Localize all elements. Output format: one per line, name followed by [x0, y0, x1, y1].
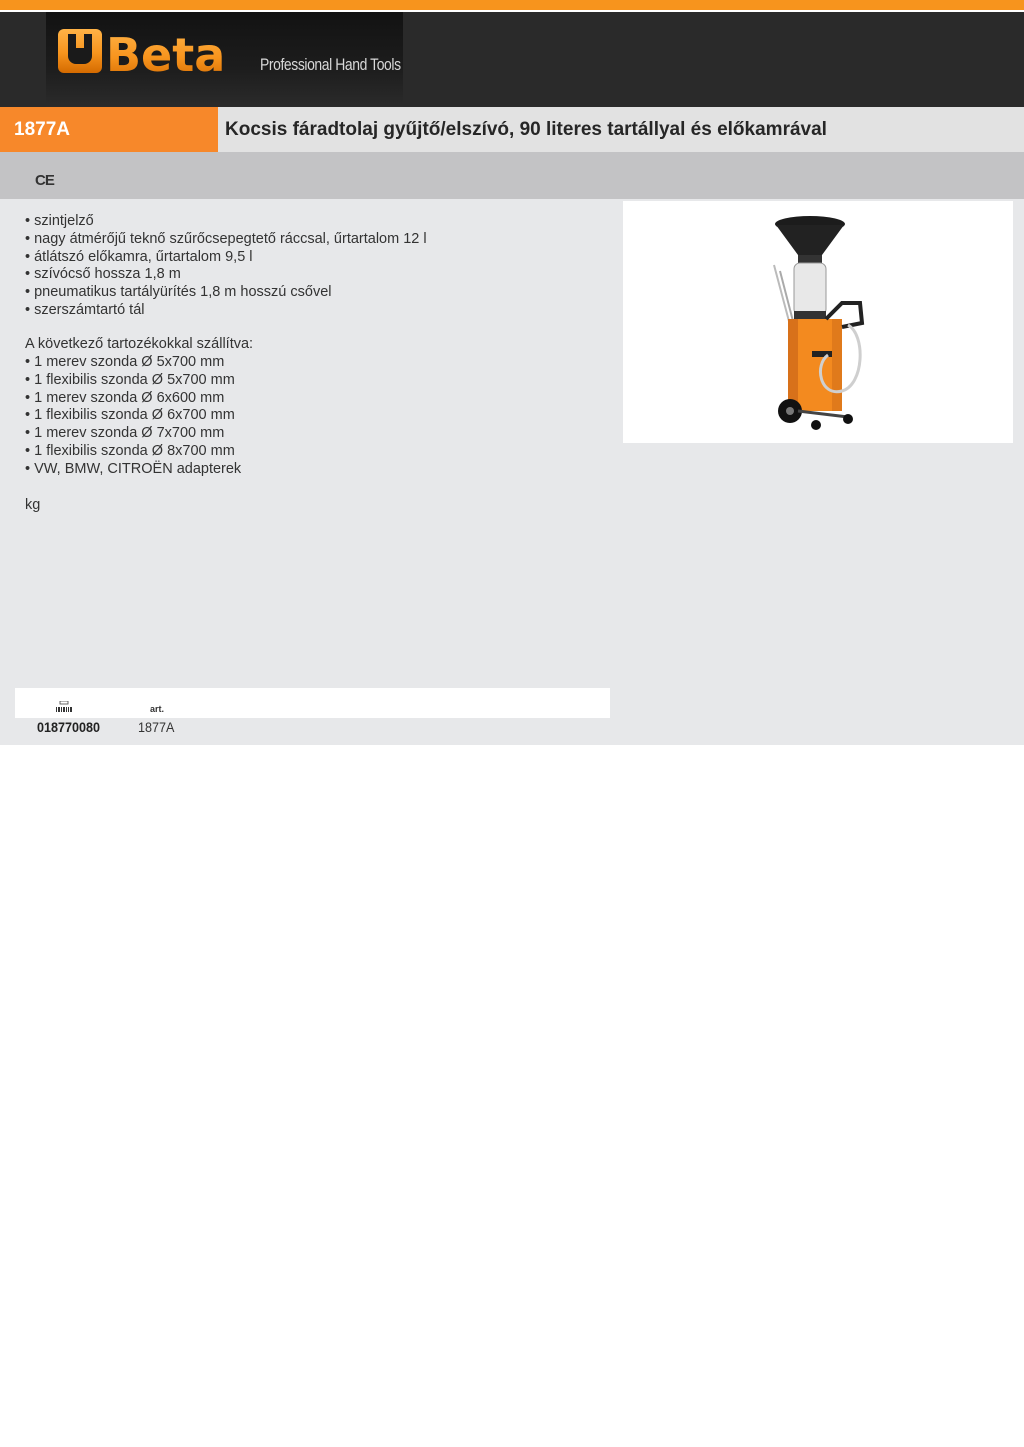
brand-tagline: Professional Hand Tools [260, 55, 401, 74]
beta-logo [56, 24, 246, 80]
list-item: • szívócső hossza 1,8 m [25, 266, 181, 283]
list-item: • nagy átmérőjű teknő szűrőcsepegtető ráccsal, űrtartalom 12 l [25, 230, 427, 247]
product-photo-panel [623, 201, 1013, 443]
list-item: • átlátszó előkamra, űrtartalom 9,5 l [25, 248, 253, 265]
list-item: • 1 merev szonda Ø 6x600 mm [25, 389, 225, 406]
list-item: • 1 flexibilis szonda Ø 6x700 mm [25, 407, 235, 424]
svg-text:Beta: Beta [106, 28, 226, 80]
top-accent-stripe [0, 0, 1024, 12]
product-code-tab: 1877A [0, 107, 218, 152]
page-header [0, 12, 1024, 107]
oil-drainer-image [768, 215, 878, 431]
accessory-list [25, 354, 241, 479]
article-number-cell: 1877A [138, 719, 175, 735]
product-title: Kocsis fáradtolaj gyűjtő/elszívó, 90 literes tartállyal és előkamrával [225, 119, 827, 140]
list-item: • szerszámtartó tál [25, 301, 145, 318]
list-item: • 1 flexibilis szonda Ø 5x700 mm [25, 371, 235, 388]
list-item: • szintjelző [25, 213, 94, 229]
barcode-icon [56, 701, 72, 712]
list-item: • pneumatikus tartályürítés 1,8 m hosszú csővel [25, 284, 332, 301]
list-item: • 1 merev szonda Ø 5x700 mm [25, 354, 225, 370]
certification-bar [0, 152, 1024, 199]
brand-logo-box [46, 12, 403, 107]
list-item: • VW, BMW, CITROËN adapterek [25, 460, 242, 477]
supplied-heading: A következő tartozékokkal szállítva: [25, 336, 254, 352]
list-item: • 1 merev szonda Ø 7x700 mm [25, 425, 225, 442]
article-code-cell: 018770080 [37, 719, 101, 735]
article-table [15, 688, 610, 718]
list-item: • 1 flexibilis szonda Ø 8x700 mm [25, 442, 235, 459]
column-header-art: art. [150, 704, 165, 714]
ce-mark: CE [35, 172, 54, 189]
weight-label: kg [25, 497, 41, 513]
feature-list [25, 213, 427, 320]
